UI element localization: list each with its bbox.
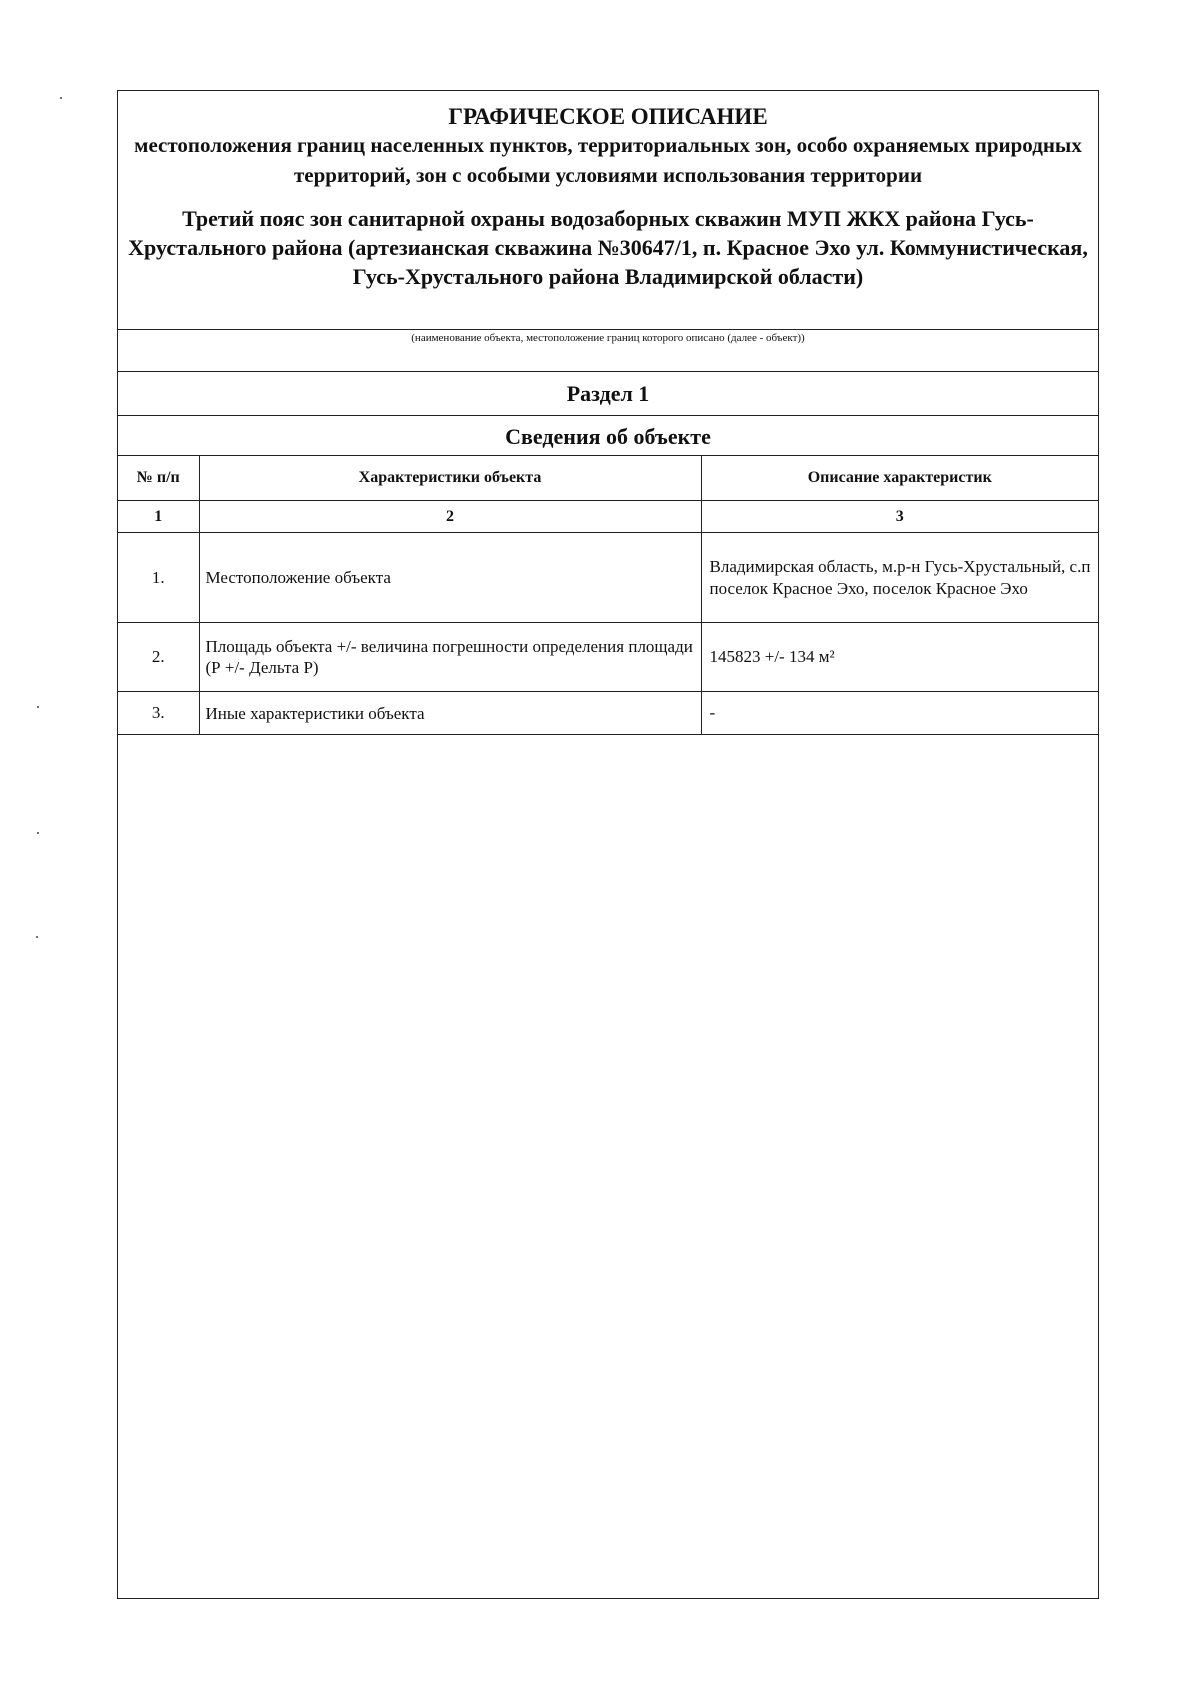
characteristics-table — [118, 455, 1098, 735]
document-subtitle: местоположения границ населенных пунктов, территориальных зон, особо охраняемых природных территорий, зон с особыми условиями использования территории — [134, 133, 1082, 187]
column-number: 3 — [701, 501, 1098, 533]
row-characteristic: Иные характеристики объекта — [199, 692, 701, 735]
table-row — [118, 533, 1098, 623]
object-name: Третий пояс зон санитарной охраны водозаборных скважин МУП ЖКХ района Гусь-Хрустального района (артезианская скважина №30647/1, п. Красное Эхо ул. Коммунистическая, Гусь-Хрустального района Владимирской области) — [128, 206, 1088, 289]
row-index: 1. — [118, 533, 199, 623]
column-number: 2 — [199, 501, 701, 533]
section-title: Раздел 1 — [118, 371, 1098, 415]
table-row — [118, 692, 1098, 735]
scan-speck — [36, 936, 38, 938]
scan-speck — [37, 706, 39, 708]
header-characteristic: Характеристики объекта — [199, 456, 701, 501]
row-characteristic: Местоположение объекта — [199, 533, 701, 623]
section-subtitle: Сведения об объекте — [118, 415, 1098, 455]
header-number: № п/п — [118, 456, 199, 501]
row-index: 3. — [118, 692, 199, 735]
row-description: Владимирская область, м.р-н Гусь-Хрустальный, с.п поселок Красное Эхо, поселок Красное Эхо — [701, 533, 1098, 623]
column-number-row — [118, 501, 1098, 533]
scan-speck — [37, 832, 39, 834]
row-description: 145823 +/- 134 м² — [701, 623, 1098, 692]
row-characteristic: Площадь объекта +/- величина погрешности определения площади (Р +/- Дельта Р) — [199, 623, 701, 692]
header-description: Описание характеристик — [701, 456, 1098, 501]
column-number: 1 — [118, 501, 199, 533]
object-name-caption: (наименование объекта, местоположение границ которого описано (далее - объект)) — [118, 329, 1098, 349]
row-index: 2. — [118, 623, 199, 692]
row-description: - — [701, 692, 1098, 735]
table-row — [118, 623, 1098, 692]
title-block — [118, 91, 1098, 291]
document-frame — [117, 90, 1099, 1599]
scan-speck — [60, 97, 62, 99]
table-header-row — [118, 456, 1098, 501]
document-title: ГРАФИЧЕСКОЕ ОПИСАНИЕ — [448, 104, 768, 129]
